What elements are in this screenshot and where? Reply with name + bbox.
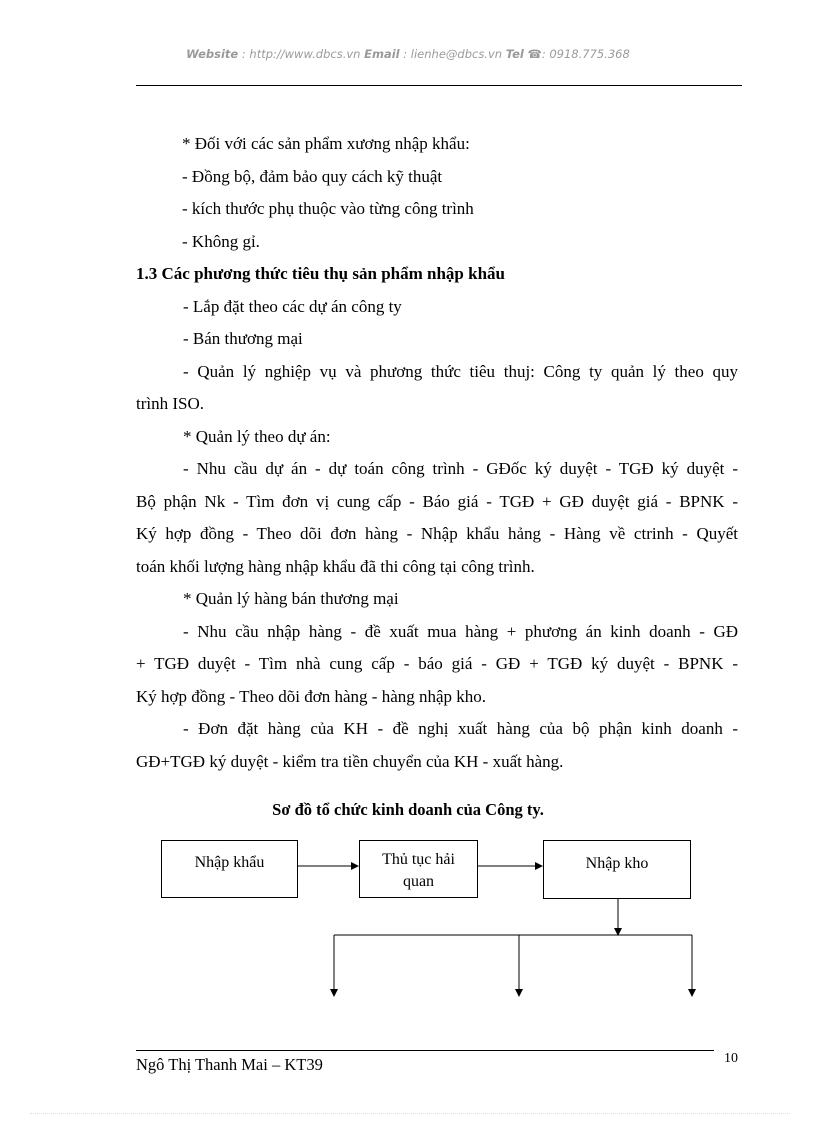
paragraph: * Quản lý hàng bán thương mại: [183, 589, 399, 608]
box-customs-line1: Thủ tục hải: [382, 851, 455, 868]
paragraph: - Nhu cầu nhập hàng - đề xuất mua hàng + phương án kinh doanh - GĐ: [183, 621, 738, 641]
phone-icon: ☎: [527, 47, 542, 61]
arrowhead: [351, 862, 359, 870]
paragraph: - Nhu cầu dự án - dự toán công trình - GĐốc ký duyệt - TGĐ ký duyệt -: [183, 459, 738, 478]
paragraph: toán khối lượng hàng nhập khẩu đã thi công tại công trình.: [136, 556, 535, 576]
paragraph: - kích thước phụ thuộc vào từng công trình: [182, 199, 474, 218]
box-customs: [359, 840, 478, 898]
paragraph: - Lắp đặt theo các dự án công ty: [183, 296, 402, 316]
paragraph: * Quản lý theo dự án:: [183, 426, 331, 446]
email-value: : lienhe@dbcs.vn: [403, 47, 503, 61]
email-label: Email: [364, 47, 400, 61]
paragraph: - Đơn đặt hàng của KH - đề nghị xuất hàng của bộ phận kinh doanh -: [183, 719, 738, 738]
arrowhead: [688, 989, 696, 997]
box-warehouse-label: Nhập kho: [585, 855, 649, 872]
box-customs-line2: quan: [402, 873, 435, 890]
paragraph: trình ISO.: [136, 394, 204, 413]
footer-rule: [136, 1050, 714, 1051]
diagram-title: Sơ đồ tổ chức kinh doanh của Công ty.: [272, 800, 544, 819]
box-warehouse: [543, 840, 691, 899]
page-number: 10: [724, 1051, 738, 1066]
arrowhead: [515, 989, 523, 997]
paragraph: Bộ phận Nk - Tìm đơn vị cung cấp - Báo giá - TGĐ + GĐ duyệt giá - BPNK -: [136, 491, 738, 511]
box-import-label: Nhập khẩu: [194, 854, 265, 871]
tel-label: Tel: [505, 47, 524, 61]
paragraph: Ký hợp đồng - Theo dõi đơn hàng - hàng nhập kho.: [136, 686, 487, 706]
box-import: [161, 840, 298, 898]
paragraph: - Quản lý nghiệp vụ và phương thức tiêu thuj: Công ty quản lý theo quy: [183, 361, 738, 381]
paragraph: - Không gỉ.: [182, 231, 260, 251]
page-edge: [30, 1113, 790, 1114]
arrowhead: [535, 862, 543, 870]
paragraph: GĐ+TGĐ ký duyệt - kiểm tra tiền chuyển của KH - xuất hàng.: [136, 751, 564, 771]
arrowhead: [330, 989, 338, 997]
footer-author: Ngô Thị Thanh Mai – KT39: [136, 1055, 323, 1074]
section-heading: 1.3 Các phương thức tiêu thụ sản phẩm nhập khẩu: [136, 264, 505, 283]
paragraph: + TGĐ duyệt - Tìm nhà cung cấp - báo giá - GĐ + TGĐ ký duyệt - BPNK -: [136, 654, 738, 673]
paragraph: Ký hợp đồng - Theo dõi đơn hàng - Nhập khẩu hảng - Hàng về ctrinh - Quyết: [136, 524, 738, 543]
website-value: : http://www.dbcs.vn: [241, 47, 361, 61]
paragraph: - Bán thương mại: [183, 329, 303, 348]
website-label: Website: [186, 47, 239, 61]
paragraph: - Đồng bộ, đảm bảo quy cách kỹ thuật: [182, 166, 443, 186]
tel-value: : 0918.775.368: [541, 47, 630, 61]
paragraph: * Đối với các sản phẩm xương nhập khẩu:: [182, 134, 470, 153]
